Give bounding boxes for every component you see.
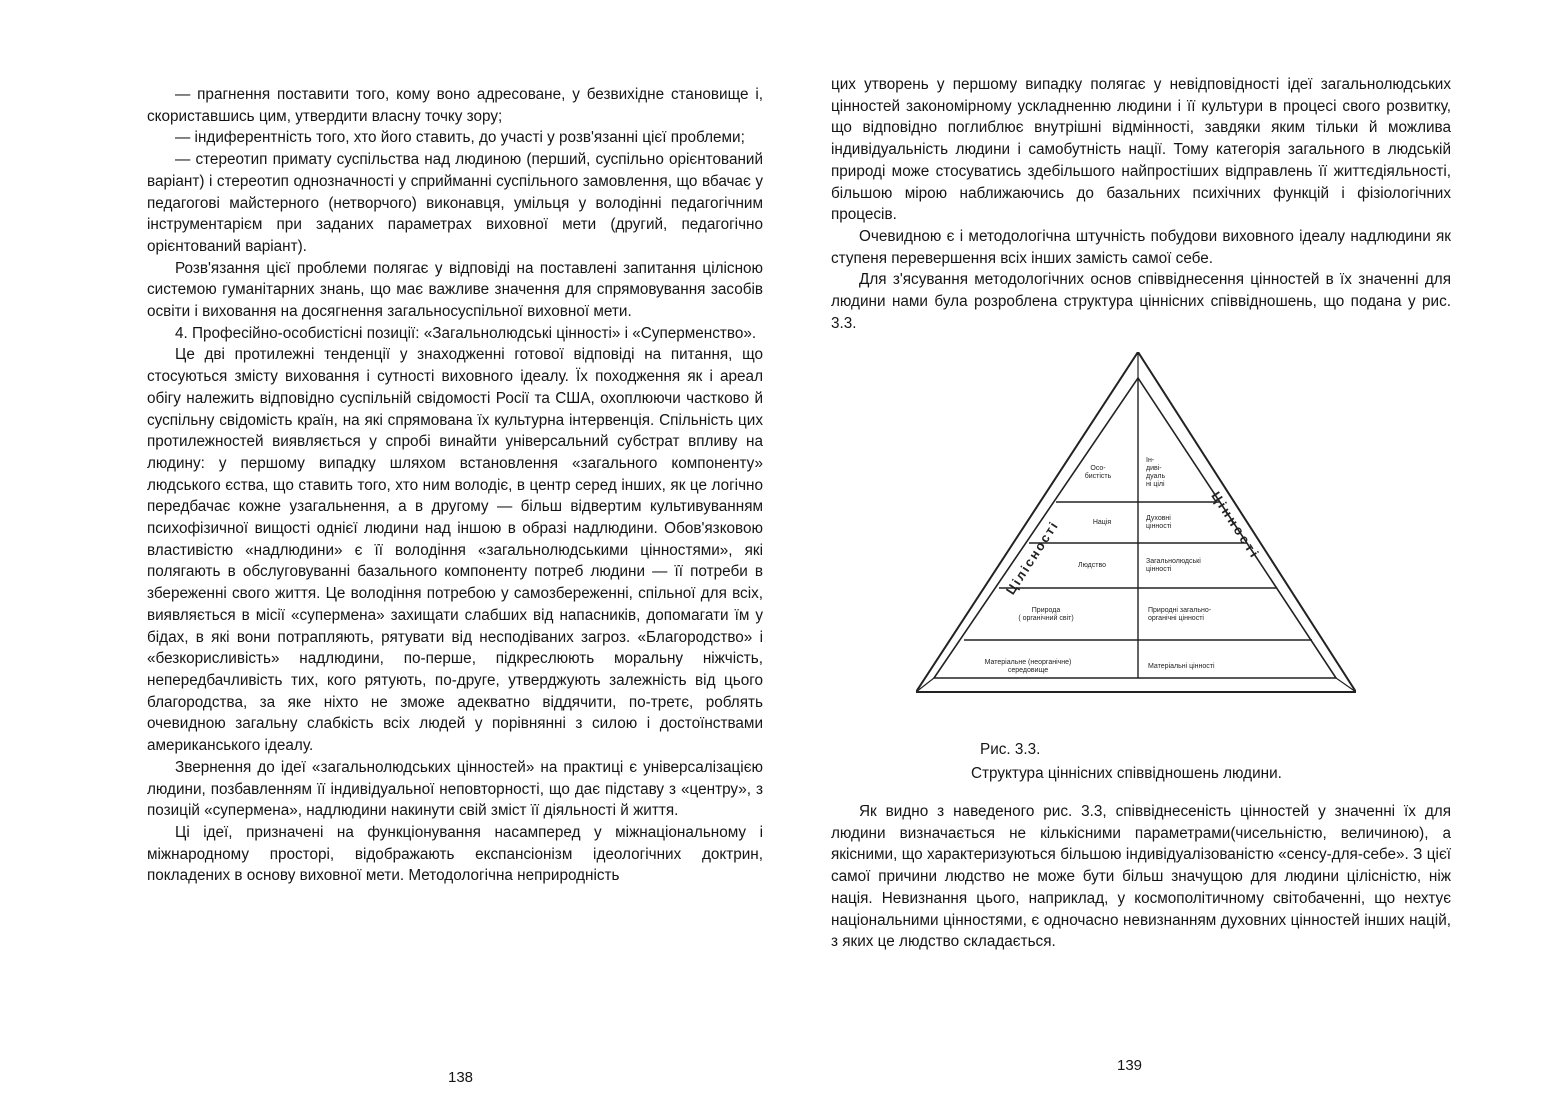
pyramid-inner — [934, 378, 1336, 678]
section-heading: 4. Професійно-особистісні позиції: «Загальнолюдські цінності» і «Суперменство». — [175, 324, 757, 342]
pyramid-diagram — [916, 352, 1356, 712]
right-side-label: Цінності — [1208, 488, 1264, 563]
figure-caption-label: Рис. 3.3. — [980, 741, 1041, 758]
paragraph: — стереотип примату суспільства над людиною (перший, суспільно орієнтований варіант) і стереотип однозначності у сприйманні суспільного замовлення, що вбачає у педагогові майстерного (нетворчого) виконавця, умільця у володінні педагогічним інструментарієм при заданих параметрах виховної мети (другий, педагогічно орієнтований варіант). — [147, 151, 763, 255]
pyramid-outer — [916, 352, 1356, 692]
right-page-text-bottom — [831, 801, 1451, 953]
paragraph: — індиферентність того, хто його ставить, до участі у розв'язанні цієї проблеми; — [175, 129, 745, 147]
pyramid-cell-right-4: Матеріальні цінності — [1148, 663, 1215, 670]
left-page-text — [147, 84, 763, 887]
right-page — [771, 0, 1542, 1115]
paragraph: — прагнення поставити того, кому воно адресоване, у безвихідне становище і, скориставшись цим, утвердити власну точку зору; — [147, 86, 763, 125]
paragraph: Розв'язання цієї проблеми полягає у відповіді на поставлені запитання цілісною системою гуманітарних знань, що має важливе значення для спрямовування засобів освіти і виховання на досягнення загальносуспільної виховної мети. — [147, 259, 763, 321]
pyramid-cell-right-0: Ін-диві-дуаль ні цілі — [1146, 457, 1166, 488]
paragraph: Очевидною є і методологічна штучність побудови виховного ідеалу надлюдини як ступеня перевершення всіх інших замість самої себе. — [831, 227, 1451, 267]
pyramid-cell-left-1: Нація — [1092, 519, 1112, 526]
paragraph: Це дві протилежні тенденції у знаходженні готової відповіді на питання, що стосуються змісту виховання і сутності виховного ідеалу. Їх походження як і ареал обігу належить відповідно суспільній свідомості Росії та США, охоплюючи частково й суспільну свідомість країн, на які спрямована їх культурна інтервенція. Спільність цих протилежностей виявляється у спробі винайти універсальний субстрат впливу на людину: у першому випадку шляхом встановлення «загального компоненту» людського єства, що ставить того, хто ним володіє, в центр серед інших, як це логічно передбачає кожне узагальнення, а в другому — більш відвертим культивуванням психофізичної вищості однієї людини над іншою в образі надлюдини. Обов'язковою властивістю «надлюдини» є її володіння «загальнолюдськими цінностями», які полягають в обслуговуванні базального компоненту потреб людини — її потреби в збереженні свого життя. Це володіння потребою у самозбереженні, спільної для всіх, виявляється в місії «супермена» захищати слабших від напасників, допомагати їм у бідах, в які вони потрапляють, рятувати від несподіваних загроз. «Благородство» і «безкорисливість» надлюдини, по-перше, підкреслюють моральну ніжчість, непередбачливість тих, кого рятують, по-друге, утверджують залежність від цього благородства, за яке ніхто не зможе адекватно віддячити, по-третє, роблять очевидною загальну слабкість всіх людей у порівнянні з силою і достоїнствами американського ідеалу. — [147, 346, 763, 755]
paragraph: Звернення до ідеї «загальнолюдських цінностей» на практиці є універсалізацією людини, позбавленням її індивідуальної неповторності, що дає підставу з «центру», з позицій «супермена», надлюдини накинути свій зміст її діяльності й життя. — [147, 758, 763, 820]
page-number: 138 — [448, 1069, 474, 1086]
figure-caption-title: Структура ціннісних співвідношень людини. — [971, 765, 1282, 782]
paragraph: Ці ідеї, призначені на функціонування насамперед у міжнаціональному і міжнародному просторі, відображають експансіонізм ідеологічних доктрин, покладених в основу виховної мети. Методологічна неприродність — [147, 823, 763, 885]
paragraph: Як видно з наведеного рис. 3.3, співвіднесеність цінностей у значенні їх для людини визначається не кількісними параметрами(чисельністю, величиною), а якісними, що характеризуються більшою індивідуалізованістю «сенсу-для-себе». З цієї самої причини людство не може бути більш значущою для людини цілісністю, ніж нація. Невизнання цього, наприклад, у космополітичному світобаченні, що нехтує національними цінностями, є одночасно невизнанням духовних цінностей інших націй, з яких це людство складається. — [831, 803, 1451, 951]
pyramid-cell-left-0: Осо-бистість — [1084, 465, 1112, 480]
pyramid-cell-right-3: Природні загально-органічні цінності — [1148, 607, 1212, 622]
pyramid-cell-left-2: Людство — [1077, 562, 1107, 569]
pyramid-cell-left-4: Матеріальне (неорганічне) середовище — [984, 659, 1072, 674]
right-page-text — [831, 74, 1451, 334]
paragraph: цих утворень у першому випадку полягає у невідповідності ідеї загальнолюдських цінностей закономірному ускладненню людини і її культури в процесі свого розвитку, що відповідно поглиблює внутрішні відмінності, завдяки яким тільки й можлива індивідуальність людини і самобутність нації. Тому категорія загального в людській природі може стосуватись здебільшого найпростіших відправлень її життєдіяльності, більшою мірою наближаючись до базальних психічних функцій і фізіологічних процесів. — [831, 76, 1451, 224]
pyramid-cell-right-2: Загальнолюдські цінності — [1146, 558, 1201, 573]
pyramid-cell-right-1: Духовні цінності — [1146, 515, 1172, 530]
page-number: 139 — [1117, 1057, 1143, 1074]
pyramid-cell-left-3: Природа ( органічний світ) — [1018, 607, 1074, 622]
left-side-label: Цілісності — [1002, 517, 1062, 598]
pyramid-figure — [916, 352, 1356, 712]
paragraph: Для з'ясування методологічних основ співвіднесення цінностей в їх значенні для людини нами була розроблена структура ціннісних співвідношень, що подана у рис. 3.3. — [831, 271, 1451, 332]
